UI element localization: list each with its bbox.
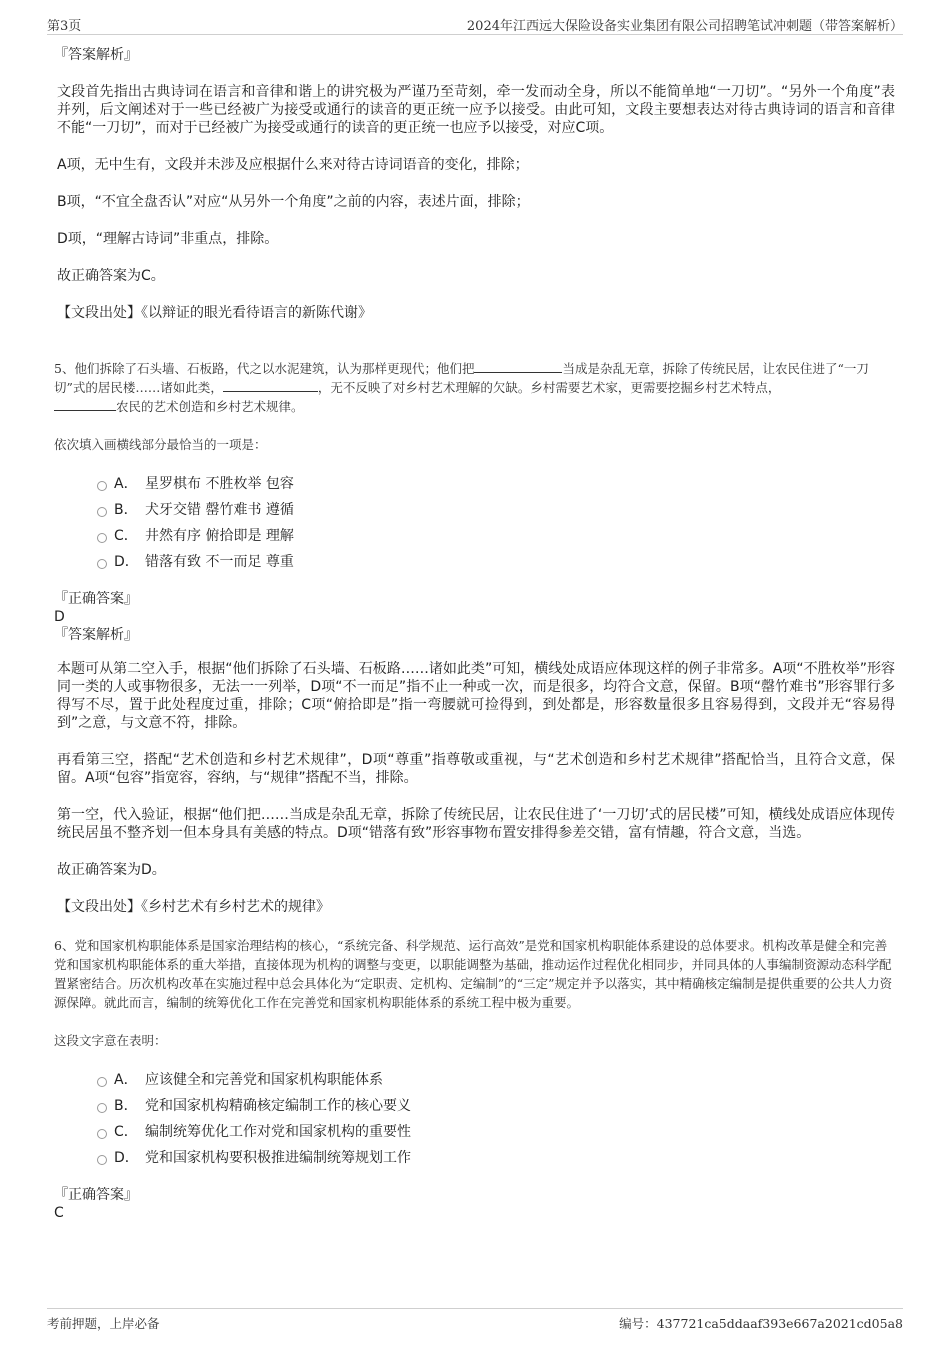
q5-option-c[interactable] — [97, 525, 895, 551]
option-letter: A． — [114, 476, 138, 492]
option-letter: B． — [114, 502, 138, 518]
option-text: 错落有致 不一而足 尊重 — [145, 554, 294, 570]
q5-analysis-p1: 本题可从第二空入手，根据“他们拆除了石头墙、石板路……诸如此类”可知，横线处成语应体现这样的例子非常多。A项“不胜枚举”形容同一类的人或事物很多，无法一一列举，D项“不一而足”指不止一种或一次，而是很多，均符合文意，保留。B项“罄竹难书”形容罪行多得写不尽，置于此处程度过重，排除；C项“俯拾即是”指一弯腰就可捡得到，到处都是，形容数量很多且容易得到，文段并无“容易得到”之意，与文意不符，排除。 — [57, 661, 895, 731]
q5-answer-label: 『正确答案』 — [54, 591, 138, 607]
q5-analysis-p4: 故正确答案为D。 — [57, 862, 166, 878]
q5-analysis-p2: 再看第三空，搭配“艺术创造和乡村艺术规律”，D项“尊重”指尊敬或重视，与“艺术创造和乡村艺术规律”搭配恰当，且符合文意，保留。A项“包容”指宽容，容纳，与“规律”搭配不当，排除。 — [57, 752, 895, 786]
document-title: 2024年江西远大保险设备实业集团有限公司招聘笔试冲刺题（带答案解析） — [466, 19, 903, 34]
option-text: 犬牙交错 罄竹难书 遵循 — [145, 502, 294, 518]
q5-blank-3 — [54, 398, 116, 411]
option-text: 党和国家机构精确核定编制工作的核心要义 — [145, 1098, 411, 1114]
q6-option-c[interactable] — [97, 1121, 895, 1147]
radio-button[interactable] — [97, 1103, 107, 1113]
option-letter: D． — [114, 554, 139, 570]
radio-button[interactable] — [97, 533, 107, 543]
q5-blank-1 — [474, 360, 562, 373]
radio-button[interactable] — [97, 1077, 107, 1087]
q4-analysis-label: 『答案解析』 — [54, 47, 138, 63]
q4-source: 【文段出处】《以辩证的眼光看待语言的新陈代谢》 — [57, 305, 372, 321]
option-letter: A． — [114, 1072, 138, 1088]
option-text: 编制统筹优化工作对党和国家机构的重要性 — [145, 1124, 411, 1140]
page-footer — [47, 1308, 903, 1331]
q5-option-b[interactable] — [97, 499, 895, 525]
q5-stem-part-c: ，无不反映了对乡村艺术理解的欠缺。乡村需要艺术家，更需要挖掘乡村艺术特点， — [317, 380, 781, 395]
q6-option-b[interactable] — [97, 1095, 895, 1121]
radio-button[interactable] — [97, 1155, 107, 1165]
q6-prompt: 这段文字意在表明： — [54, 1033, 167, 1048]
page-number: 第3页 — [47, 19, 82, 34]
q5-options — [97, 473, 895, 577]
q5-stem-part-d: 农民的艺术创造和乡村艺术规律。 — [116, 399, 304, 414]
q5-stem-part-b: 当成是杂乱无章，拆除了传统民居，让农民住进了“一刀切”式的居民楼……诸如此类， — [54, 361, 869, 395]
q5-analysis-p3: 第一空，代入验证，根据“他们把……当成是杂乱无章，拆除了传统民居，让农民住进了‘一刀切’式的居民楼”可知，横线处成语应体现传统民居虽不整齐划一但本身具有美感的特点。D项“错落有致”形容事物布置安排得参差交错，富有情趣，符合文意，当选。 — [57, 807, 895, 841]
q6-option-d[interactable] — [97, 1147, 895, 1173]
option-text: 应该健全和完善党和国家机构职能体系 — [145, 1072, 383, 1088]
q6-option-a[interactable] — [97, 1069, 895, 1095]
q4-analysis-p1: 文段首先指出古典诗词在语言和音律和谐上的讲究极为严谨乃至苛刻，牵一发而动全身，所以不能简单地“一刀切”。“另外一个角度”表并列，后文阐述对于一些已经被广为接受或通行的读音的更正统一应予以接受。由此可知，文段主要想表达对待古典诗词的语言和音律不能“一刀切”，而对于已经被广为接受或通行的读音的更正统一也应予以接受，对应C项。 — [57, 84, 895, 136]
option-text: 井然有序 俯拾即是 理解 — [145, 528, 294, 544]
option-letter: C． — [114, 528, 138, 544]
radio-button[interactable] — [97, 481, 107, 491]
page-header — [47, 12, 903, 35]
q5-prompt: 依次填入画横线部分最恰当的一项是： — [54, 437, 267, 452]
q6-stem: 6、党和国家机构职能体系是国家治理结构的核心，“系统完备、科学规范、运行高效”是党和国家机构职能体系建设的总体要求。机构改革是健全和完善党和国家机构职能体系的重大举措，直接体现为机构的调整与变更，以职能调整为基础，推动运作过程优化相同步，并同具体的人事编制资源动态科学配置紧密结合。历次机构改革在实施过程中总会具体化为“定职责、定机构、定编制”的“三定”规定并予以落实，其中精确核定编制是提供重要的公共人力资源保障。就此而言，编制的统筹优化工作在完善党和国家机构职能体系的系统工程中极为重要。 — [54, 938, 893, 1010]
q5-option-d[interactable] — [97, 551, 895, 577]
q6-answer: C — [54, 1205, 64, 1221]
q5-option-a[interactable] — [97, 473, 895, 499]
q4-analysis-p5: 故正确答案为C。 — [57, 268, 165, 284]
q6-answer-label: 『正确答案』 — [54, 1187, 138, 1203]
q6-options — [97, 1069, 895, 1173]
q5-answer: D — [54, 609, 65, 625]
option-letter: D． — [114, 1150, 139, 1166]
option-text: 星罗棋布 不胜枚举 包容 — [145, 476, 294, 492]
q5-analysis-label: 『答案解析』 — [54, 627, 138, 643]
q4-analysis-p2: A项，无中生有，文段并未涉及应根据什么来对待古诗词语音的变化，排除； — [57, 157, 529, 173]
q4-analysis-p3: B项，“不宜全盘否认”对应“从另外一个角度”之前的内容，表述片面，排除； — [57, 194, 530, 210]
page-content — [54, 46, 895, 1222]
q5-stem — [54, 359, 895, 416]
option-letter: B． — [114, 1098, 138, 1114]
radio-button[interactable] — [97, 507, 107, 517]
option-letter: C． — [114, 1124, 138, 1140]
q4-analysis-p4: D项，“理解古诗词”非重点，排除。 — [57, 231, 279, 247]
q5-source: 【文段出处】《乡村艺术有乡村艺术的规律》 — [57, 899, 330, 915]
q5-blank-2 — [223, 379, 318, 392]
footer-serial: 编号：437721ca5ddaaf393e667a2021cd05a8 — [619, 1316, 903, 1331]
radio-button[interactable] — [97, 559, 107, 569]
q5-stem-part-a: 5、他们拆除了石头墙、石板路，代之以水泥建筑，认为那样更现代；他们把 — [54, 361, 475, 376]
radio-button[interactable] — [97, 1129, 107, 1139]
footer-slogan: 考前押题，上岸必备 — [47, 1316, 160, 1331]
option-text: 党和国家机构要积极推进编制统筹规划工作 — [145, 1150, 411, 1166]
